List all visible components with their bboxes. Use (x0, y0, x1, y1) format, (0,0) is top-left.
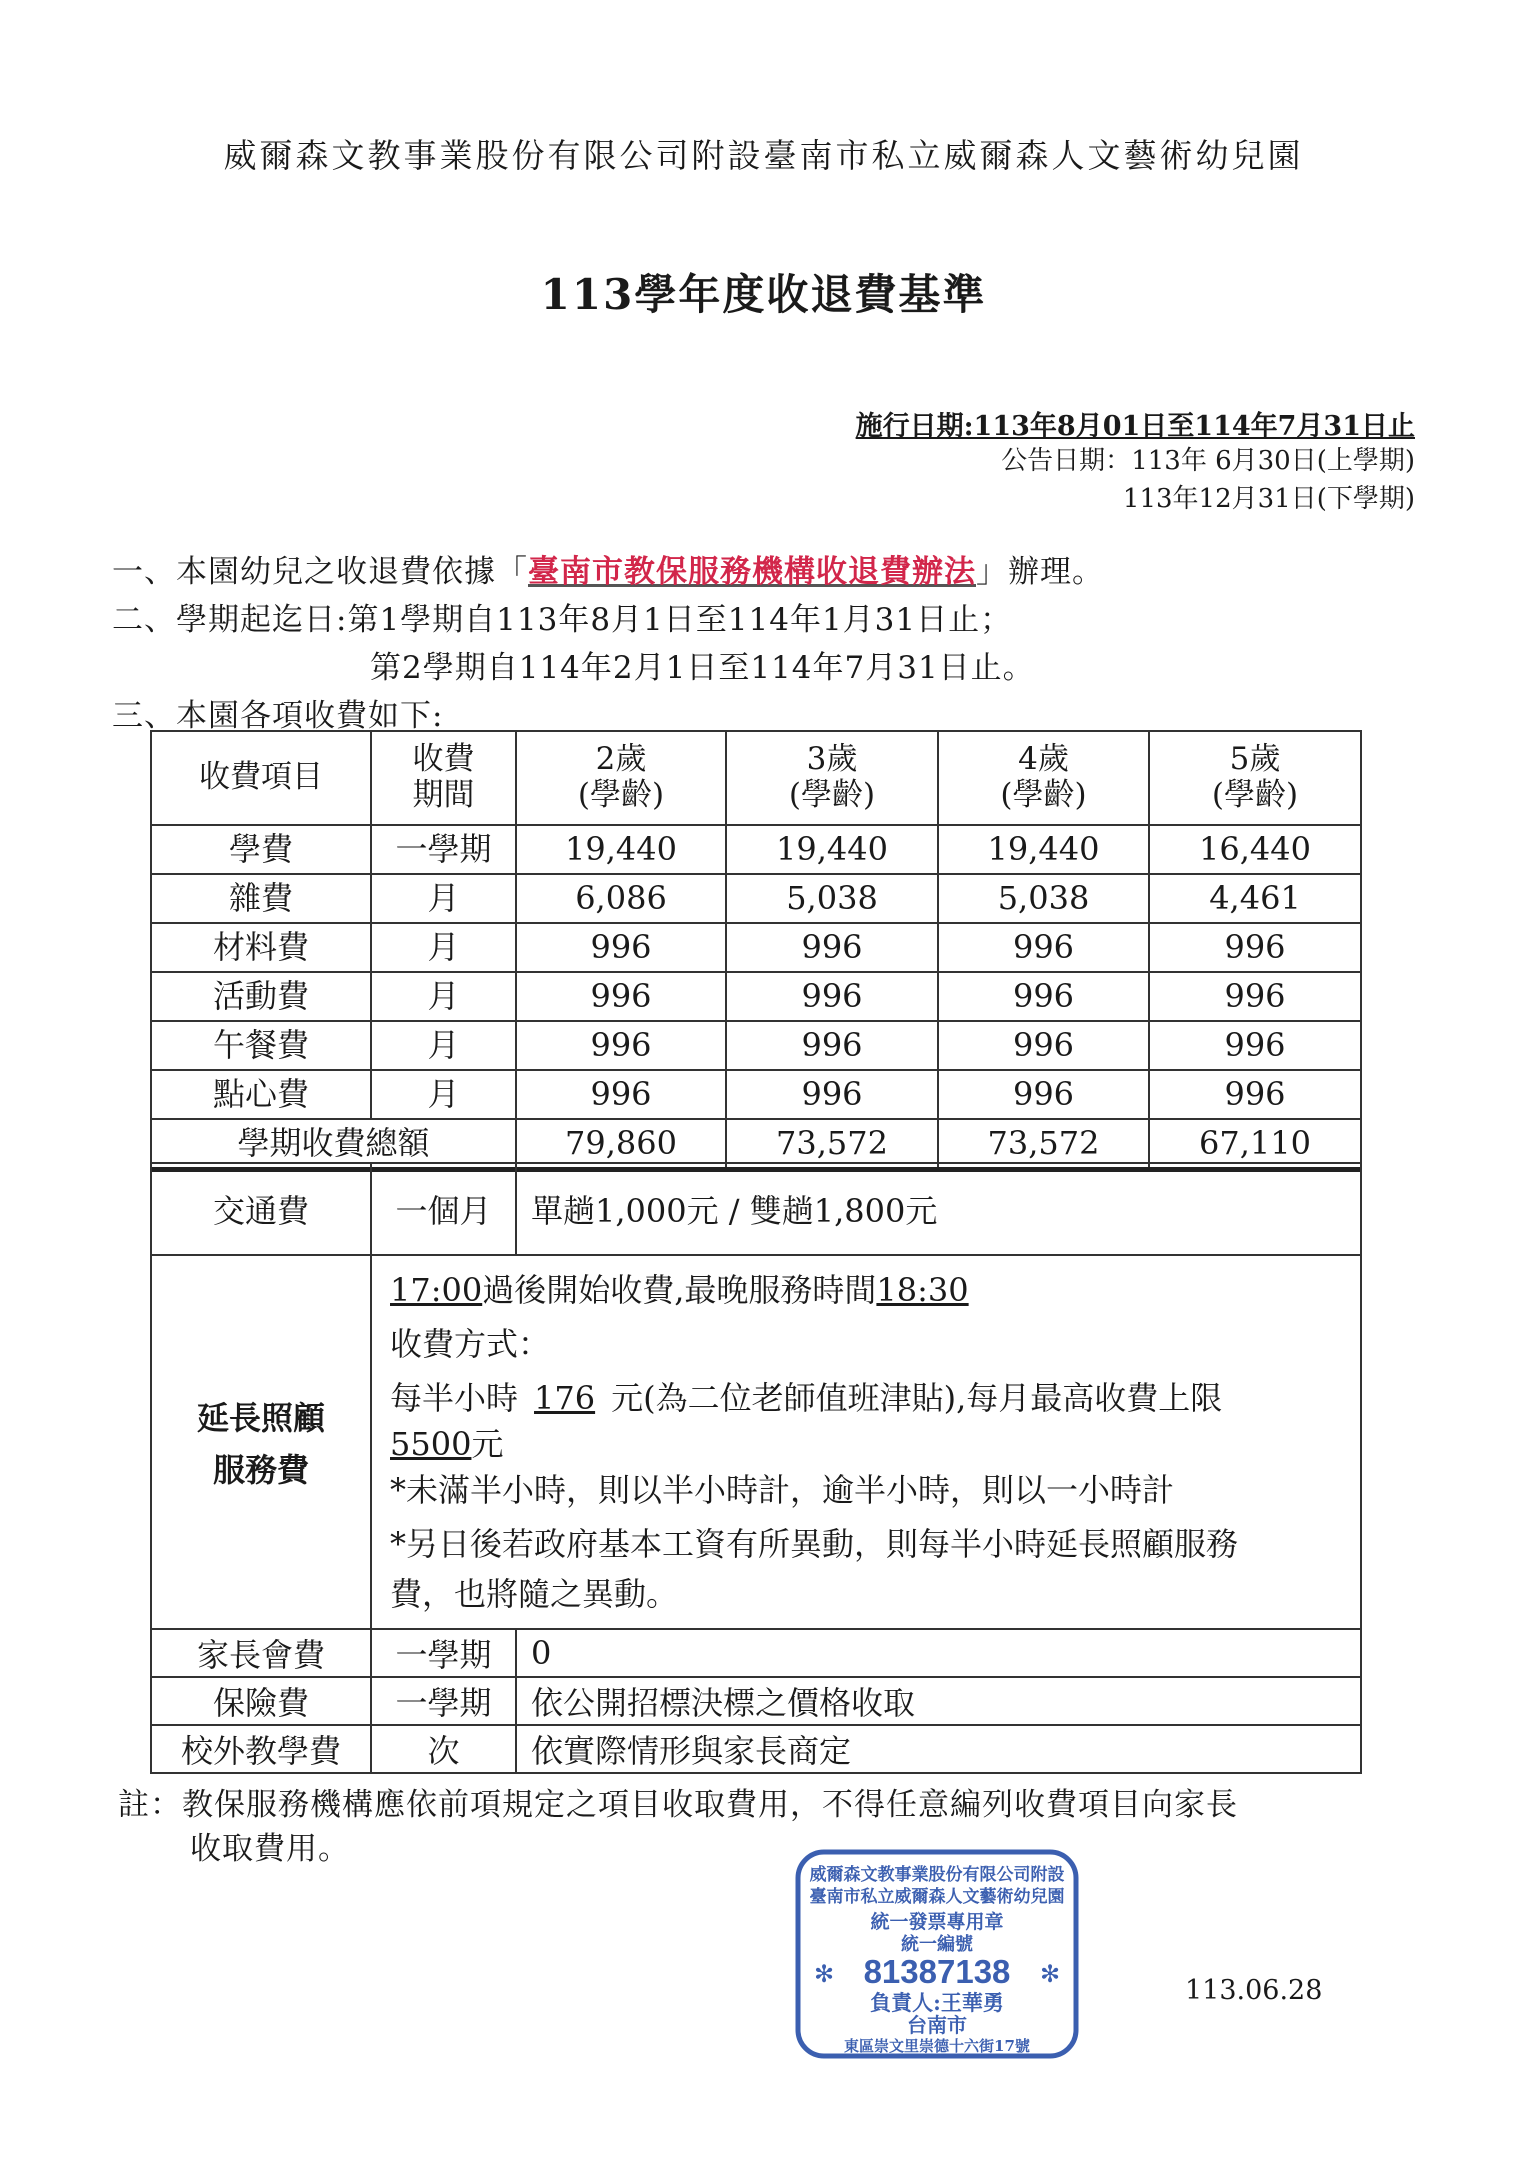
row-value: 996 (1149, 1021, 1361, 1070)
age-note: (學齡) (577, 777, 665, 813)
announce-date-second: 113年12月31日(下學期) (1122, 484, 1415, 514)
row-period: 月 (371, 972, 516, 1021)
note-wage-line2: 費，也將隨之異動。 (390, 1575, 679, 1613)
row-value: 996 (726, 1070, 938, 1119)
row-value: 996 (726, 923, 938, 972)
other-fees-table (150, 1162, 1362, 1774)
row-item: 學費 (151, 825, 371, 874)
header-age-4 (938, 731, 1149, 825)
footer-note-line2: 收取費用。 (190, 1831, 350, 1867)
rate-value: 176 (534, 1379, 596, 1417)
header-item: 收費項目 (151, 731, 371, 825)
extended-care-item-line1: 延長照顧 (196, 1399, 325, 1437)
transport-desc: 單趟1,000元 / 雙趟1,800元 (516, 1163, 1361, 1255)
stamp-tax-id: 81387138 (863, 1953, 1011, 1990)
row-period: 月 (371, 1070, 516, 1119)
field-trip-desc: 依實際情形與家長商定 (516, 1725, 1361, 1773)
row-value: 996 (516, 1070, 726, 1119)
age-note: (學齡) (1211, 777, 1299, 813)
insurance-item: 保險費 (151, 1677, 371, 1725)
age-label: 3歲 (806, 741, 858, 778)
stamp-city: 台南市 (907, 2013, 967, 2037)
stamp-address: 東區崇文里崇德十六街17號 (844, 2037, 1030, 2055)
section-1 (112, 546, 1104, 591)
table-row (151, 1021, 1361, 1070)
row-period: 月 (371, 874, 516, 923)
total-value: 79,860 (516, 1119, 726, 1170)
row-value: 996 (516, 972, 726, 1021)
note-wage-line1: *另日後若政府基本工資有所異動，則每半小時延長照顧服務 (390, 1525, 1239, 1563)
header-period (371, 731, 516, 825)
stamp-owner: 負責人:王華勇 (870, 1990, 1004, 2015)
extended-care-item-line2: 服務費 (212, 1451, 309, 1489)
row-period: 月 (371, 923, 516, 972)
insurance-period: 一學期 (371, 1677, 516, 1725)
row-value: 996 (726, 972, 938, 1021)
age-label: 5歲 (1229, 741, 1281, 778)
header-period-line2: 期間 (412, 777, 475, 813)
row-item: 活動費 (151, 972, 371, 1021)
row-item: 午餐費 (151, 1021, 371, 1070)
note-rounding: *未滿半小時，則以半小時計，逾半小時，則以一小時計 (390, 1471, 1175, 1509)
transport-item: 交通費 (151, 1163, 371, 1255)
total-value: 67,110 (1149, 1119, 1361, 1170)
row-period: 一學期 (371, 825, 516, 874)
row-value: 19,440 (726, 825, 938, 874)
end-time: 18:30 (876, 1271, 969, 1309)
stamp-line3: 統一發票專用章 (870, 1911, 1004, 1933)
table-row (151, 825, 1361, 874)
table-row (151, 874, 1361, 923)
insurance-row (151, 1677, 1361, 1725)
row-item: 點心費 (151, 1070, 371, 1119)
fee-table-header (151, 731, 1361, 825)
rate-suffix: 元(為二位老師值班津貼),每月最高收費上限 (611, 1379, 1223, 1417)
rate-line (390, 1375, 1350, 1421)
stamp-star-right-icon: ✻ (1040, 1960, 1061, 1988)
effective-date: 施行日期:113年8月01日至114年7月31日止 (855, 411, 1415, 442)
regulation-link: 臺南市教保服務機構收退費辦法 (528, 554, 976, 590)
row-value: 6,086 (516, 874, 726, 923)
field-trip-row (151, 1725, 1361, 1773)
announce-date-line1 (1001, 440, 1415, 477)
age-note: (學齡) (788, 777, 876, 813)
age-note: (學齡) (1000, 777, 1087, 813)
stamp-star-left-icon: ✻ (814, 1960, 835, 1988)
parent-fee-row (151, 1629, 1361, 1677)
stamp-line1: 威爾森文教事業股份有限公司附設 (809, 1865, 1065, 1885)
row-value: 996 (1149, 923, 1361, 972)
stamp-line4: 統一編號 (901, 1934, 973, 1955)
parent-fee-item: 家長會費 (151, 1629, 371, 1677)
header-period-line1: 收費 (412, 741, 475, 778)
section-2-line2: 第2學期自114年2月1日至114年7月31日止。 (370, 650, 1035, 686)
section-1-suffix: 」辦理。 (976, 554, 1104, 590)
stamp-line2: 臺南市私立威爾森人文藝術幼兒園 (809, 1887, 1065, 1907)
row-value: 996 (516, 1021, 726, 1070)
row-item: 雜費 (151, 874, 371, 923)
row-item: 材料費 (151, 923, 371, 972)
row-value: 4,461 (1149, 874, 1361, 923)
announce-date-first: 113年 6月30日(上學期) (1131, 446, 1415, 476)
announce-label: 公告日期： (1001, 446, 1132, 476)
age-label: 4歲 (1018, 741, 1069, 778)
row-value: 16,440 (1149, 825, 1361, 874)
row-value: 996 (938, 923, 1149, 972)
company-seal-stamp (792, 1848, 1082, 2060)
cap-suffix: 元 (471, 1425, 504, 1463)
cap-line (390, 1421, 1350, 1467)
row-value: 19,440 (516, 825, 726, 874)
document-date: 113.06.28 (1185, 1975, 1323, 2006)
row-value: 5,038 (938, 874, 1149, 923)
total-label: 學期收費總額 (151, 1119, 516, 1170)
header-age-3 (726, 731, 938, 825)
insurance-desc: 依公開招標決標之價格收取 (516, 1677, 1361, 1725)
parent-fee-period: 一學期 (371, 1629, 516, 1677)
table-row (151, 1070, 1361, 1119)
table-row (151, 972, 1361, 1021)
total-value: 73,572 (938, 1119, 1149, 1170)
transport-row (151, 1163, 1361, 1255)
age-label: 2歲 (595, 741, 647, 778)
row-value: 19,440 (938, 825, 1149, 874)
cap-value: 5500 (390, 1425, 472, 1463)
row-value: 996 (1149, 1070, 1361, 1119)
row-value: 996 (938, 972, 1149, 1021)
transport-period: 一個月 (371, 1163, 516, 1255)
row-period: 月 (371, 1021, 516, 1070)
row-value: 5,038 (726, 874, 938, 923)
start-time: 17:00 (390, 1271, 483, 1309)
fee-method: 收費方式： (390, 1325, 551, 1363)
row-value: 996 (516, 923, 726, 972)
service-hours (390, 1267, 1350, 1313)
row-value: 996 (1149, 972, 1361, 1021)
fee-table (150, 730, 1362, 1172)
total-value: 73,572 (726, 1119, 938, 1170)
row-value: 996 (726, 1021, 938, 1070)
document-title: 113學年度收退費基準 (540, 270, 987, 319)
service-hours-text: 過後開始收費,最晚服務時間 (482, 1271, 877, 1309)
section-3: 三、本園各項收費如下: (112, 698, 444, 734)
section-1-prefix: 一、本園幼兒之收退費依據「 (112, 554, 528, 590)
row-value: 996 (938, 1070, 1149, 1119)
extended-care-desc (371, 1255, 1361, 1629)
rate-prefix: 每半小時 (390, 1379, 519, 1417)
table-row (151, 923, 1361, 972)
row-value: 996 (938, 1021, 1149, 1070)
header-age-5 (1149, 731, 1361, 825)
extended-care-item (151, 1255, 371, 1629)
field-trip-item: 校外教學費 (151, 1725, 371, 1773)
field-trip-period: 次 (371, 1725, 516, 1773)
parent-fee-desc: 0 (516, 1629, 1361, 1677)
section-2-line1: 二、學期起迄日:第1學期自113年8月1日至114年1月31日止； (112, 602, 1013, 638)
extended-care-row (151, 1255, 1361, 1629)
organization-name: 威爾森文教事業股份有限公司附設臺南市私立威爾森人文藝術幼兒園 (223, 136, 1304, 175)
header-age-2 (516, 731, 726, 825)
footer-note-line1: 註：教保服務機構應依前項規定之項目收取費用，不得任意編列收費項目向家長 (118, 1787, 1238, 1823)
